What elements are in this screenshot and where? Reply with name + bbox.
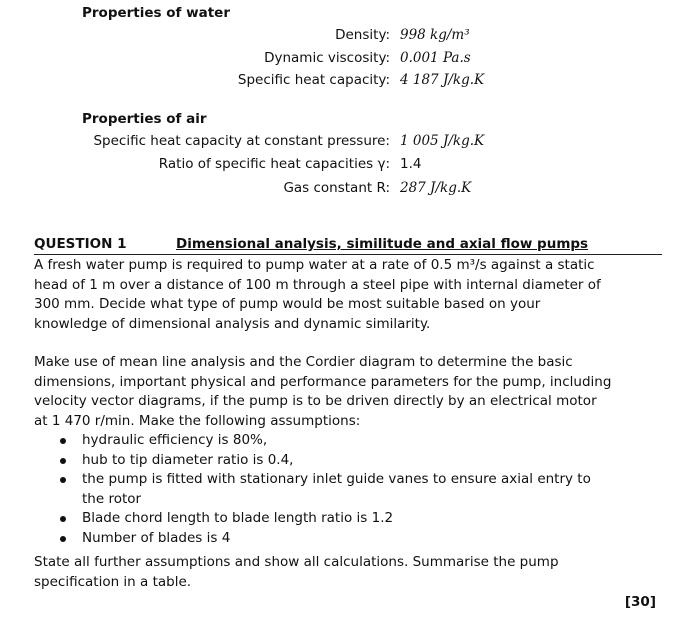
question-closing: State all further assumptions and show all calculations. Summarise the pump specification in a table. [34,554,559,590]
assumption-item: Blade chord length to blade length ratio is 1.2 [56,509,616,529]
air-gas-constant-label: Gas constant R: [283,180,390,196]
assumption-item: hydraulic efficiency is 80%, [56,431,616,451]
water-heat-capacity-value: 4 187 J/kg.K [400,72,485,88]
water-heading: Properties of water [82,5,230,21]
air-gamma-label: Ratio of specific heat capacities γ: [158,156,390,172]
water-viscosity-label: Dynamic viscosity: [264,50,390,66]
assumption-item: the pump is fitted with stationary inlet guide vanes to ensure axial entry to the rotor [56,470,616,509]
question-paragraph-2: Make use of mean line analysis and the Cordier diagram to determine the basic dimensions, important physical and performance parameters for the pump, including velocity vector diagrams, if the pump is to be driven directly by an electrical motor at 1 470 r/min. Make the following assumptions: [34,354,612,429]
marks-label: [30] [624,594,656,610]
question-paragraph-1: A fresh water pump is required to pump water at a rate of 0.5 m³/s against a static head of 1 m over a distance of 100 m through a steel pipe with internal diameter of 300 mm. Decide what type of pump would be most suitable based on your knowledge of dimensional analysis and dynamic similarity. [34,257,601,332]
water-heat-capacity-label: Specific heat capacity: [237,72,390,88]
air-gas-constant-value: 287 J/kg.K [400,180,472,196]
question-number: QUESTION 1 [34,236,127,252]
assumption-item: hub to tip diameter ratio is 0.4, [56,451,616,471]
air-gamma-value: 1.4 [400,156,422,172]
assumption-item: Number of blades is 4 [56,529,616,549]
header-rule [34,254,662,255]
air-cp-label: Specific heat capacity at constant pressure: [93,133,390,149]
question-title: Dimensional analysis, similitude and axial flow pumps [176,236,589,252]
air-cp-value: 1 005 J/kg.K [400,133,485,149]
water-density-label: Density: [335,27,390,43]
water-density-value: 998 kg/m³ [400,27,470,43]
assumptions-list [56,431,616,548]
air-heading: Properties of air [82,111,207,127]
water-viscosity-value: 0.001 Pa.s [400,50,471,66]
